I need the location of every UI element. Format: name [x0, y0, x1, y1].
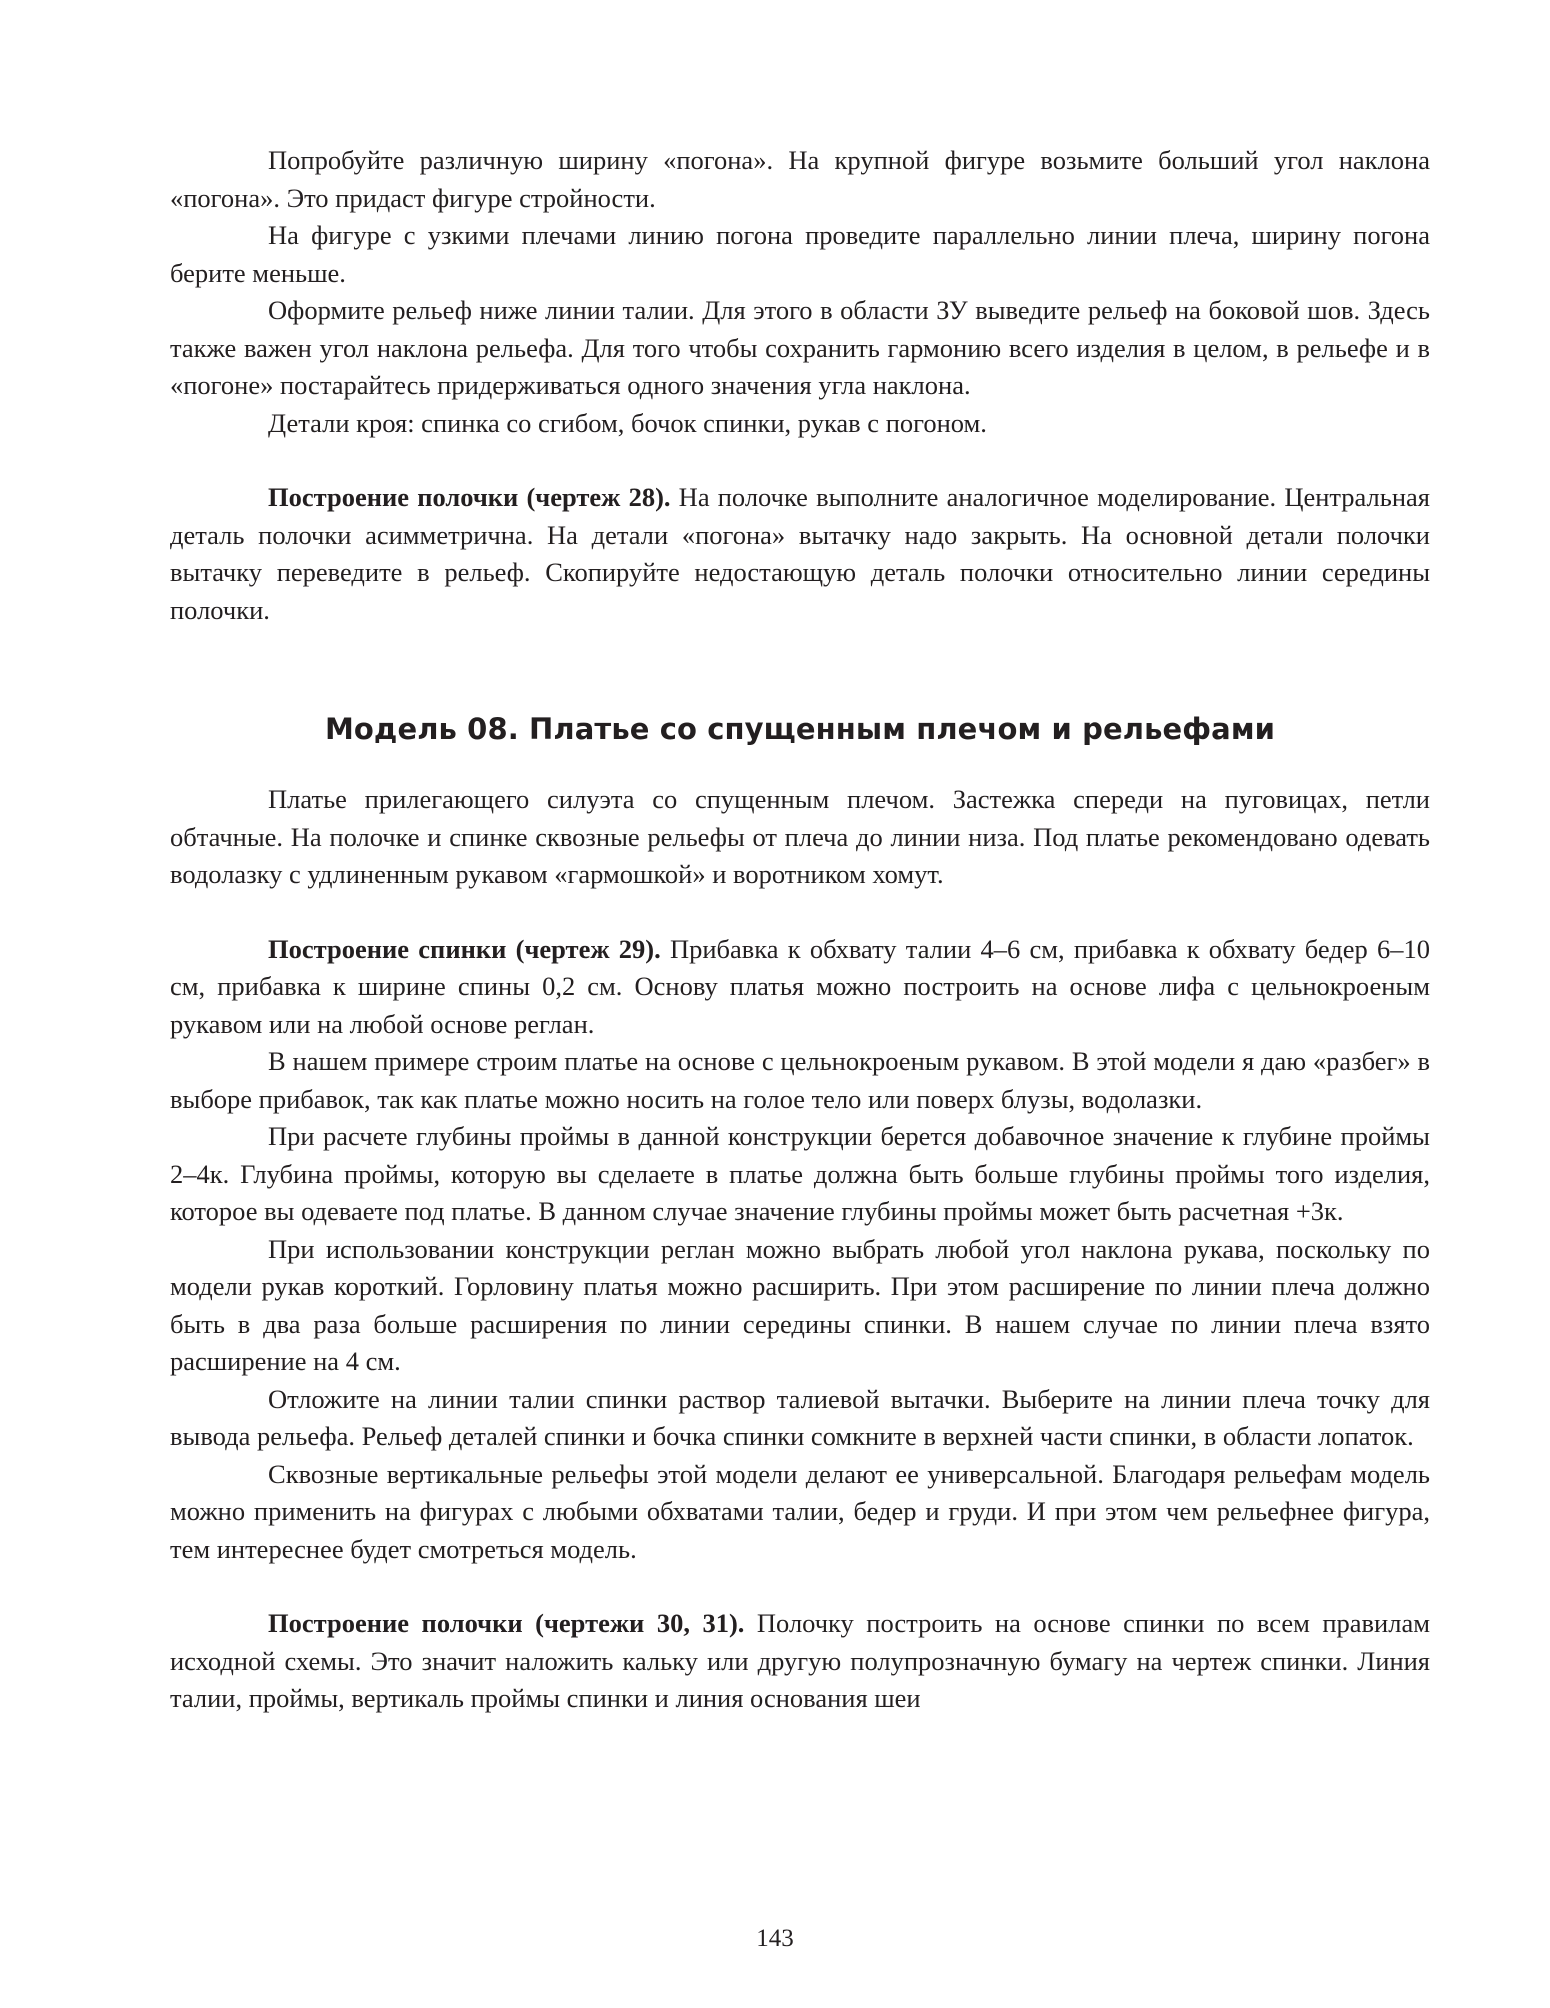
paragraph-vertical-reliefs: Сквозные вертикальные рельефы этой модели делают ее универсальной. Благодаря рельефам модель можно применить на фигурах с любыми обхватами талии, бедер и груди. И при этом чем рельефнее фигура, тем интереснее будет смотреться модель. [170, 1458, 1430, 1564]
paragraph-example-base: В нашем примере строим платье на основе с цельнокроеным рукавом. В этой модели я даю «разбег» в выборе прибавок, так как платье можно носить на голое тело или поверх блузы, водолазки. [170, 1046, 1430, 1114]
front-construction-28-text: На полочке выполните аналогичное моделирование. Центральная деталь полочки асимметрична. На детали «погона» вытачку надо закрыть. На основной детали полочки вытачку переведите в рельеф. Скопируйте недостающую деталь полочки относительно линии середины полочки. [170, 482, 1430, 625]
paragraph-raglan-neckline: При использовании конструкции реглан можно выбрать любой угол наклона рукава, поскольку по модели рукав короткий. Горловину платья можно расширить. При этом расширение по линии плеча должно быть в два раза больше расширения по линии середины спинки. В нашем случае по линии плеча взято расширение на 4 см. [170, 1233, 1430, 1376]
paragraph-cut-details: Детали кроя: спинка со сгибом, бочок спинки, рукав с погоном. [268, 407, 987, 438]
front-construction-30-31-text: Полочку построить на основе спинки по всем правилам исходной схемы. Это значит наложить кальку или другую полупрозначную бумагу на чертеж спинки. Линия талии, проймы, вертикаль проймы спинки и линия основания шеи [170, 1608, 1430, 1713]
back-construction-29-text: Прибавка к обхвату талии 4–6 см, прибавка к обхвату бедер 6–10 см, прибавка к ширине спины 0,2 см. Основу платья можно построить на основе лифа с цельнокроеным рукавом или на любой основе реглан. [170, 933, 1431, 1039]
model-heading: Модель 08. Платье со спущенным плечом и рельефами [324, 712, 1276, 746]
paragraph-narrow-shoulders: На фигуре с узкими плечами линию погона проведите параллельно линии плеча, ширину погона берите меньше. [170, 220, 1430, 288]
paragraph-epaulet-width: Попробуйте различную ширину «погона». На крупной фигуре возьмите больший угол наклона «погона». Это придаст фигуре стройности. [170, 145, 1430, 213]
back-construction-29-lead: Построение спинки (чертеж 29). [268, 933, 661, 964]
page-number: 143 [756, 1925, 794, 1952]
paragraph-front-construction-30-31 [170, 1605, 1430, 1718]
paragraph-armhole-depth: При расчете глубины проймы в данной конструкции берется добавочное значение к глубине проймы 2–4к. Глубина проймы, которую вы сделаете в платье должна быть больше глубины проймы того изделия, которое вы одеваете под платье. В данном случае значение глубины проймы может быть расчетная +3к. [170, 1121, 1430, 1226]
front-construction-28-lead: Построение полочки (чертеж 28). [268, 482, 671, 512]
paragraph-front-construction-28 [170, 479, 1430, 629]
paragraph-back-construction-29 [170, 931, 1430, 1044]
paragraph-relief-below-waist: Оформите рельеф ниже линии талии. Для этого в области ЗУ выведите рельеф на боковой шов. Здесь также важен угол наклона рельефа. Для того чтобы сохранить гармонию всего изделия в целом, в рельефе и в «погоне» постарайтесь придерживаться одного значения угла наклона. [170, 295, 1430, 400]
paragraph-model-intro: Платье прилегающего силуэта со спущенным плечом. Застежка спереди на пуговицах, петли обтачные. На полочке и спинке сквозные рельефы от плеча до линии низа. Под платье рекомендовано одевать водолазку с удлиненным рукавом «гармошкой» и воротником хомут. [170, 784, 1430, 889]
front-construction-30-31-lead: Построение полочки (чертежи 30, 31). [268, 1608, 745, 1638]
page-body [170, 142, 1430, 1718]
paragraph-waist-dart: Отложите на линии талии спинки раствор талиевой вытачки. Выберите на линии плеча точку для вывода рельефа. Рельеф деталей спинки и бочка спинки сомкните в верхней части спинки, в области лопаток. [170, 1383, 1430, 1451]
